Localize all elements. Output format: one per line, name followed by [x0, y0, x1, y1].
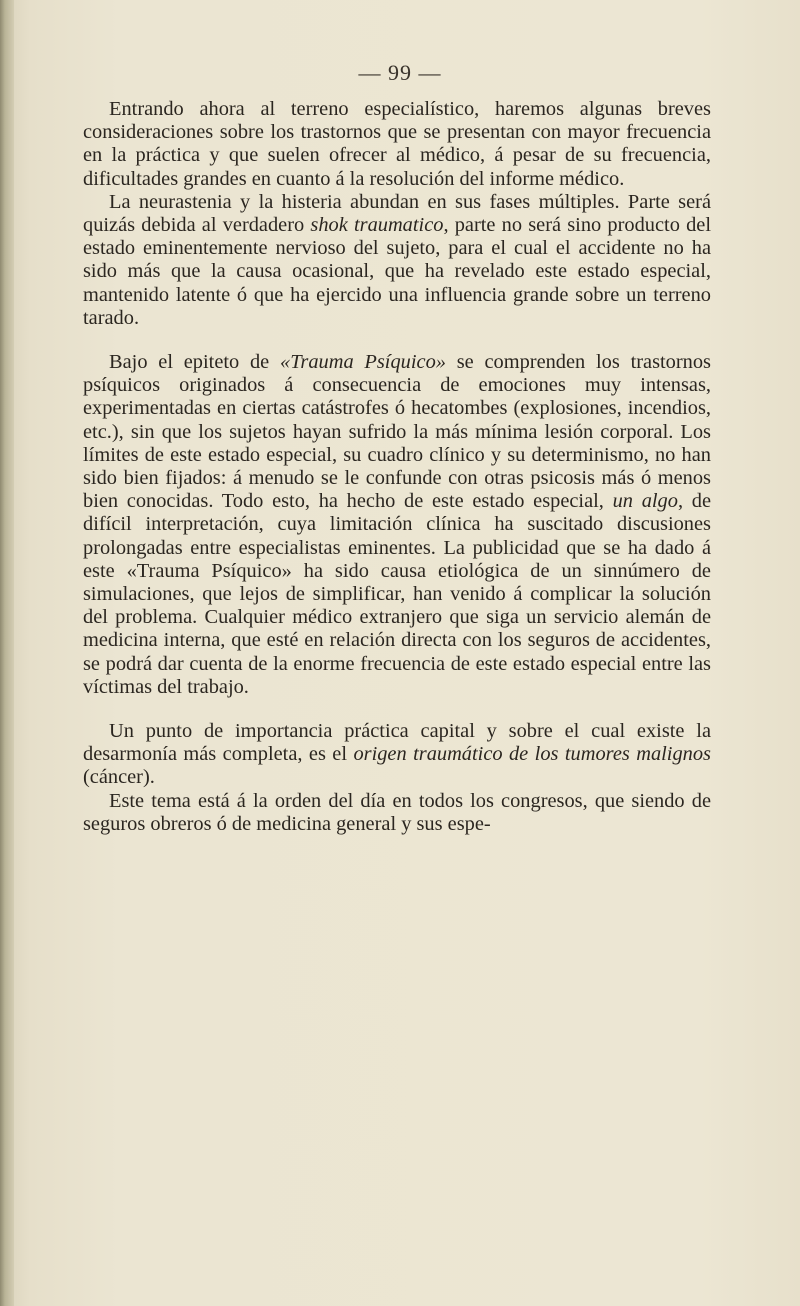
paragraph-2-italic-shok: shok traumatico [310, 214, 444, 237]
paragraph-4-italic-origen: origen traumático de los tumores malignos [353, 743, 711, 766]
paragraph-2 [83, 191, 711, 330]
paragraph-4 [83, 720, 711, 790]
paragraph-5-text: Este tema está á la orden del día en todos los congresos, que siendo de seguros obreros ó de medicina general y sus espe- [83, 789, 711, 835]
paragraph-4-text-b: (cáncer). [83, 766, 155, 789]
paragraph-1-text: Entrando ahora al terreno especialístico, haremos algunas breves consideraciones sobre los trastornos que se presentan con mayor frecuencia en la práctica y que suelen ofrecer al médico, á pesar de su frecuencia, dificultades grandes en cuanto á la resolución del informe médico. [83, 98, 711, 190]
paragraph-4-text-a: Un punto de importancia práctica capital y sobre el cual existe la desarmonía más completa, es el [83, 720, 711, 766]
paragraph-3-text-c: , de difícil interpretación, cuya limitación clínica ha suscitado discusiones prolongadas entre especialistas eminentes. La publicidad que se ha dado á este «Trauma Psíquico» ha sido causa etiológica de un sinnúmero de simulaciones, que lejos de simplificar, han venido á complicar la solución del problema. Cualquier médico extranjero que siga un servicio alemán de medicina interna, que esté en relación directa con los seguros de accidentes, se podrá dar cuenta de la enorme frecuencia de este estado especial entre las víctimas del trabajo. [83, 490, 711, 698]
paragraph-1 [83, 98, 711, 191]
paragraph-2-text-b: , parte no será sino producto del estado eminentemente nervioso del sujeto, para el cual el accidente no ha sido más que la causa ocasional, que ha revelado este estado especial, mantenido latente ó que ha ejercido una influencia grande sobre un terreno tarado. [83, 214, 711, 329]
page-number: — 99 — [358, 60, 442, 85]
binding-edge [0, 0, 14, 1306]
paragraph-3-text-a: Bajo el epiteto de [109, 351, 280, 374]
paragraph-3 [83, 351, 711, 699]
paragraph-2-text-a: La neurastenia y la histeria abundan en sus fases múltiples. Parte será quizás debida al verdadero [83, 190, 711, 237]
paragraph-3-text-b: se comprenden los trastornos psíquicos originados á consecuencia de emociones muy intensas, experimentadas en ciertas catástrofes ó hecatombes (explosiones, incendios, etc.), sin que los sujetos hayan sufrido la más mínima lesión corporal. Los límites de este estado especial, su cuadro clínico y su determinismo, no han sido bien fijados: á menudo se le confunde con otras psicosis más ó menos bien conocidas. Todo esto, ha hecho de este estado especial, [83, 351, 711, 513]
paragraph-3-italic-algo: un algo [612, 490, 678, 513]
body-text [83, 98, 711, 836]
paragraph-5 [83, 790, 711, 836]
paragraph-3-italic-trauma: «Trauma Psíquico» [280, 351, 446, 374]
